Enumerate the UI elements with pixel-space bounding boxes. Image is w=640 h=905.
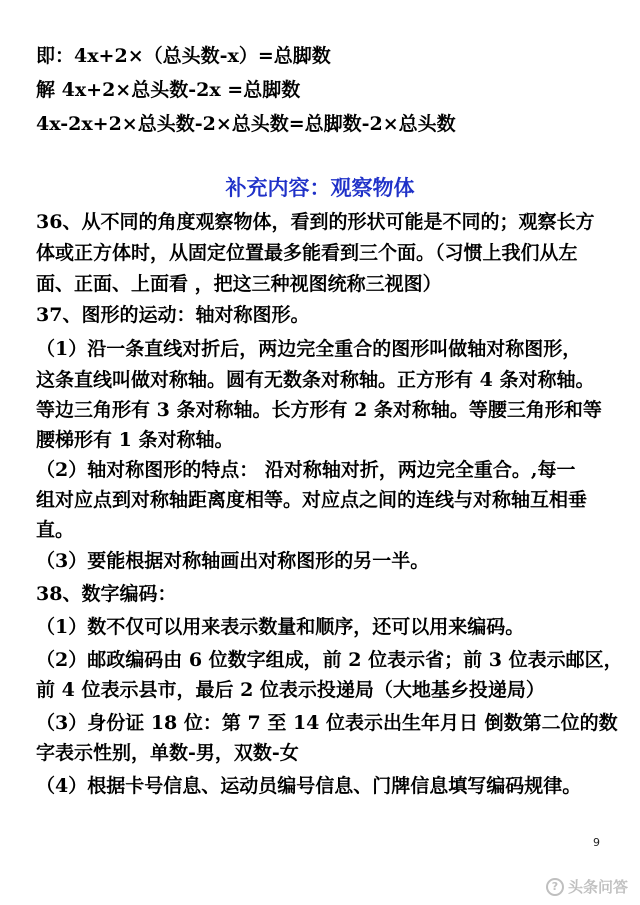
equation-line-2: 解 4x+2×总头数-2x =总脚数 bbox=[36, 79, 301, 101]
text-line: 面、正面、上面看 ，把这三种视图统称三视图） bbox=[36, 273, 442, 295]
text-line: 等边三角形有 3 条对称轴。长方形有 2 条对称轴。等腰三角形和等 bbox=[36, 399, 602, 421]
text-line: 36、从不同的角度观察物体，看到的形状可能是不同的；观察长方 bbox=[36, 211, 595, 233]
text-line: 字表示性别，单数-男，双数-女 bbox=[36, 742, 299, 764]
text-line: 38、数字编码： bbox=[36, 583, 177, 605]
text-line: （4）根据卡号信息、运动员编号信息、门牌信息填写编码规律。 bbox=[36, 775, 582, 797]
equation-line-1: 即：4x+2×（总头数-x）=总脚数 bbox=[36, 45, 331, 67]
text-line: （1）数不仅可以用来表示数量和顺序，还可以用来编码。 bbox=[36, 616, 525, 638]
text-line: 前 4 位表示县市，最后 2 位表示投递局（大地基乡投递局） bbox=[36, 679, 545, 701]
speech-bubble-icon: ? bbox=[546, 878, 564, 896]
page-number: 9 bbox=[593, 836, 600, 849]
section-heading: 补充内容：观察物体 bbox=[225, 175, 415, 200]
text-line: 这条直线叫做对称轴。圆有无数条对称轴。正方形有 4 条对称轴。 bbox=[36, 369, 595, 391]
text-line: 腰梯形有 1 条对称轴。 bbox=[36, 429, 234, 451]
watermark bbox=[546, 876, 628, 897]
watermark-text: 头条问答 bbox=[567, 878, 628, 896]
text-line: （2）轴对称图形的特点： 沿对称轴对折，两边完全重合。,每一 bbox=[36, 459, 576, 481]
equation-line-3: 4x-2x+2×总头数-2×总头数=总脚数-2×总头数 bbox=[36, 113, 456, 135]
text-line: 直。 bbox=[36, 519, 75, 541]
text-line: 体或正方体时，从固定位置最多能看到三个面。（习惯上我们从左 bbox=[36, 242, 578, 264]
text-line: （2）邮政编码由 6 位数字组成，前 2 位表示省；前 3 位表示邮区， bbox=[36, 649, 623, 671]
text-line: 组对应点到对称轴距离度相等。对应点之间的连线与对称轴互相垂 bbox=[36, 489, 588, 511]
text-line: （3）要能根据对称轴画出对称图形的另一半。 bbox=[36, 550, 430, 572]
text-line: （1）沿一条直线对折后，两边完全重合的图形叫做轴对称图形， bbox=[36, 338, 582, 360]
text-line: （3）身份证 18 位：第 7 至 14 位表示出生年月日 倒数第二位的数 bbox=[36, 712, 618, 734]
text-line: 37、图形的运动：轴对称图形。 bbox=[36, 304, 310, 326]
